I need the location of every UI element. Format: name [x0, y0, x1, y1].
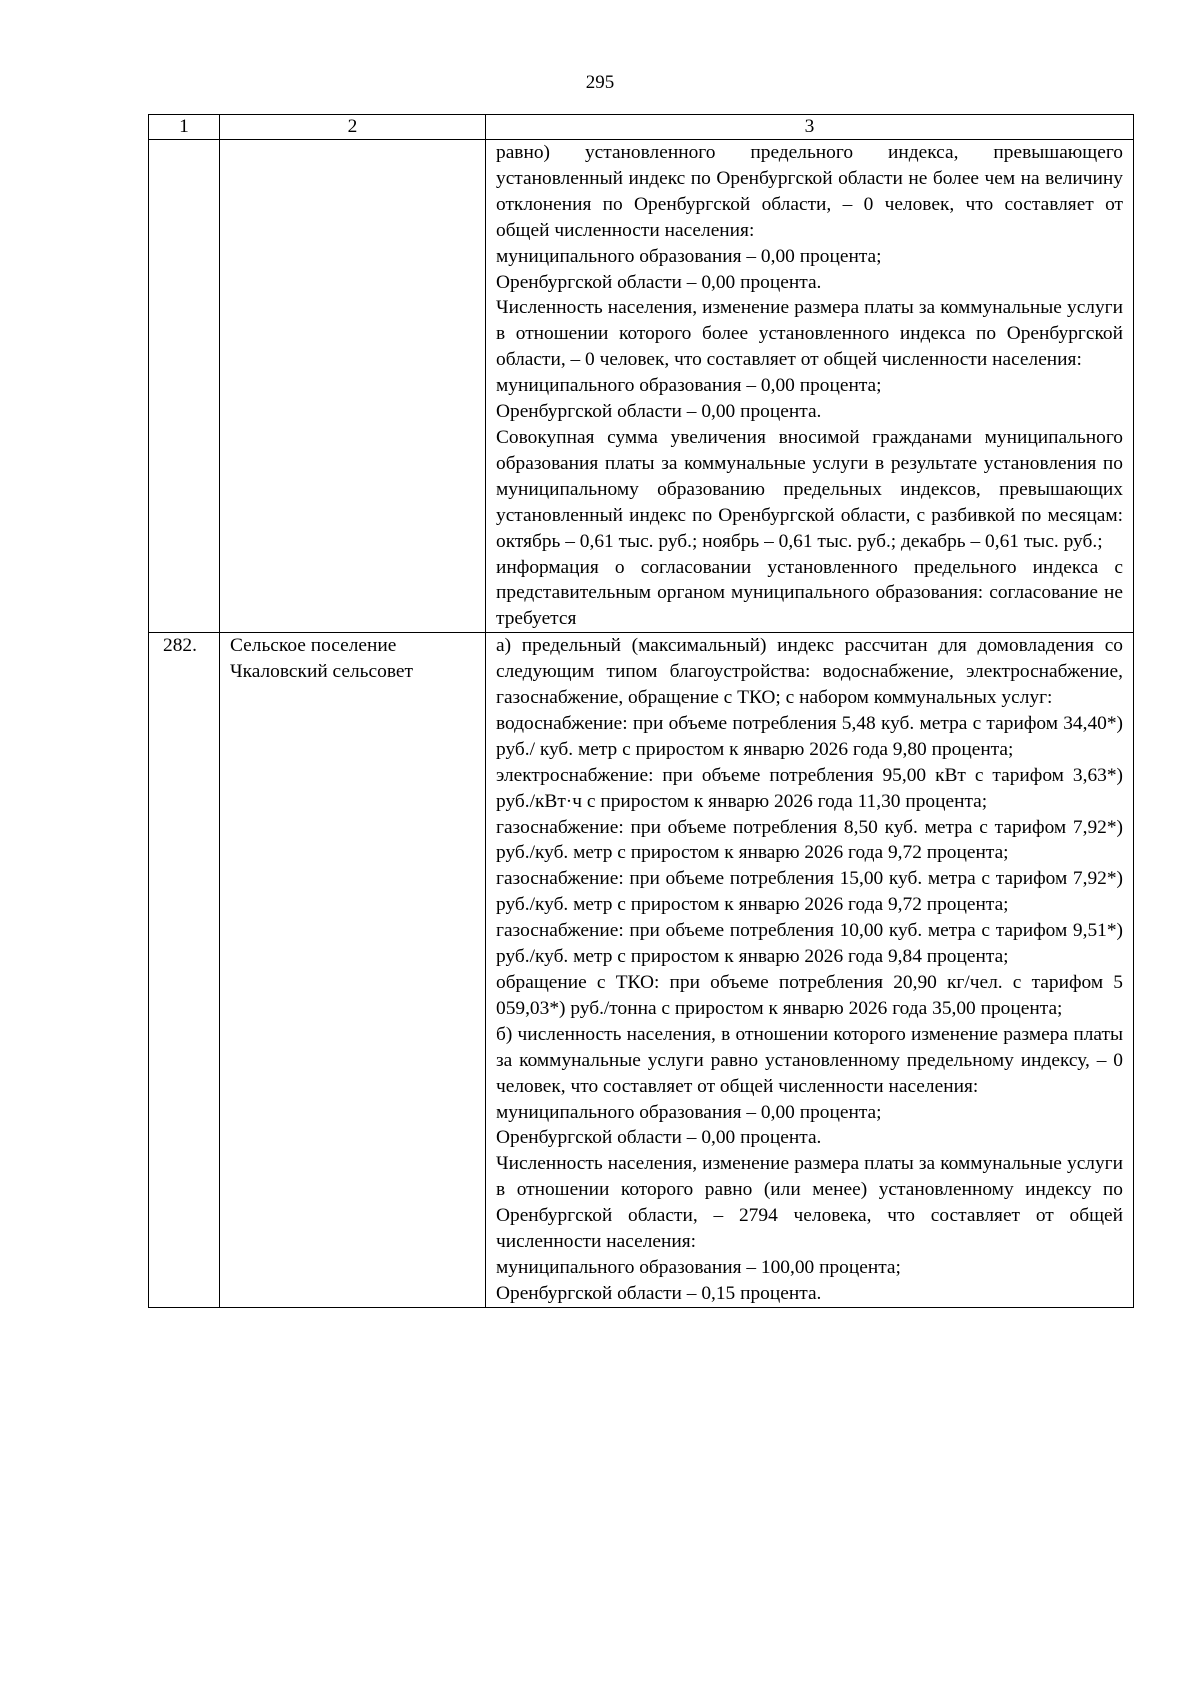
- description-paragraph: газоснабжение: при объеме потребления 15,00 куб. метра с тарифом 7,92*) руб./куб. метр с приростом к январю 2026 года 9,72 процента;: [496, 868, 1123, 916]
- column-header-2: 2: [220, 115, 486, 140]
- description-paragraph: электроснабжение: при объеме потребления 95,00 кВт с тарифом 3,63*) руб./кВт·ч с приростом к январю 2026 года 11,30 процента;: [496, 764, 1123, 812]
- description-paragraph: муниципального образования – 0,00 процента;: [496, 375, 882, 397]
- table-header-row: [149, 115, 1134, 140]
- table-row-282: [149, 633, 1134, 1308]
- description-paragraph: муниципального образования – 0,00 процента;: [496, 1101, 882, 1123]
- description-paragraph: муниципального образования – 0,00 процента;: [496, 245, 882, 267]
- description-paragraph: Оренбургской области – 0,15 процента.: [496, 1282, 822, 1304]
- description-paragraph: Совокупная сумма увеличения вносимой гражданами муниципального образования платы за коммунальные услуги в результате установления по муниципальному образованию предельных индексов, превышающих установленный индекс по Оренбургской области, с разбивкой по месяцам: октябрь – 0,61 тыс. руб.; ноябрь – 0,61 тыс. руб.; декабрь – 0,61 тыс. руб.;: [496, 426, 1123, 552]
- document-table: [148, 114, 1134, 1308]
- description-paragraph: информация о согласовании установленного предельного индекса с представительным органом муниципального образования: согласование не требуется: [496, 556, 1123, 630]
- column-header-3: 3: [486, 115, 1134, 140]
- row-number-cell: 282.: [149, 633, 220, 1308]
- row-number-cell: [149, 140, 220, 633]
- description-paragraph: Численность населения, изменение размера платы за коммунальные услуги в отношении которого более установленного индекса по Оренбургской области, – 0 человек, что составляет от общей численности населения:: [496, 297, 1123, 371]
- description-paragraph: Оренбургской области – 0,00 процента.: [496, 401, 822, 423]
- municipality-name-cell: [220, 140, 486, 633]
- description-paragraph: газоснабжение: при объеме потребления 10,00 куб. метра с тарифом 9,51*) руб./куб. метр с приростом к январю 2026 года 9,84 процента;: [496, 920, 1123, 968]
- description-cell: [486, 140, 1134, 633]
- description-paragraph: Численность населения, изменение размера платы за коммунальные услуги в отношении которого равно (или менее) установленному индексу по Оренбургской области, – 2794 человека, что составляет от общей численности населения:: [496, 1153, 1123, 1253]
- description-paragraph: водоснабжение: при объеме потребления 5,48 куб. метра с тарифом 34,40*) руб./ куб. метр с приростом к январю 2026 года 9,80 процента;: [496, 712, 1123, 760]
- page-number: 295: [585, 72, 615, 93]
- description-paragraph: Оренбургской области – 0,00 процента.: [496, 1127, 822, 1149]
- description-cell: [486, 633, 1134, 1308]
- description-paragraph: Оренбургской области – 0,00 процента.: [496, 271, 822, 293]
- description-paragraph: газоснабжение: при объеме потребления 8,50 куб. метра с тарифом 7,92*) руб./куб. метр с приростом к январю 2026 года 9,72 процента;: [496, 816, 1123, 864]
- municipality-name: Чкаловский сельсовет: [230, 661, 413, 683]
- description-paragraph: муниципального образования – 100,00 процента;: [496, 1256, 901, 1278]
- description-paragraph: равно) установленного предельного индекса, превышающего установленный индекс по Оренбургской области не более чем на величину отклонения по Оренбургской области, – 0 человек, что составляет от общей численности населения:: [496, 142, 1123, 241]
- table-row-continuation: [149, 140, 1134, 633]
- description-paragraph: обращение с ТКО: при объеме потребления 20,90 кг/чел. с тарифом 5 059,03*) руб./тонна с приростом к январю 2026 года 35,00 процента;: [496, 972, 1123, 1019]
- description-paragraph: б) численность населения, в отношении которого изменение размера платы за коммунальные услуги равно установленному предельному индексу, – 0 человек, что составляет от общей численности населения:: [496, 1023, 1123, 1097]
- column-header-1: 1: [149, 115, 220, 140]
- description-paragraph: а) предельный (максимальный) индекс рассчитан для домовладения со следующим типом благоустройства: водоснабжение, электроснабжение, газоснабжение, обращение с ТКО; с набором коммунальных услуг:: [496, 635, 1123, 709]
- municipality-name-cell: [220, 633, 486, 1308]
- municipality-type: Сельское поселение: [230, 635, 397, 657]
